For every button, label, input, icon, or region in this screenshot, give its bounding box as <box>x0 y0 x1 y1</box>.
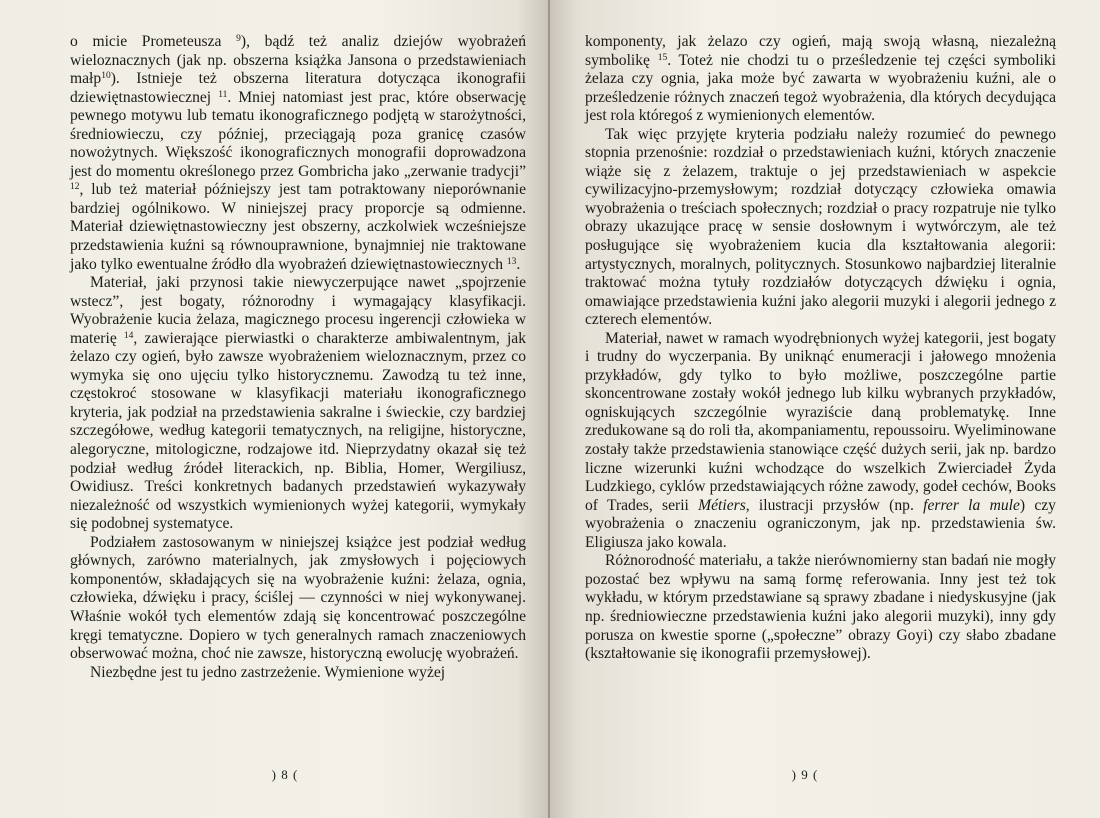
footnote-ref: 14 <box>123 330 134 341</box>
footnote-ref: 12 <box>70 182 80 193</box>
text-run: , lub też materiał późniejszy jest tam potraktowany nieporównanie bardziej ogólnikowo. W niniejszej pracy proporcje są odmienne. Materiał dziewiętnastowieczny jest obszerny, aczkolwiek wcześniejsze przedstawienia kuźni są równouprawnione, bynajmniej nie traktowane jako tylko ewentualne źródło dla wyobrażeń dziewiętnastowiecznych <box>70 181 526 273</box>
footnote-ref: 15 <box>657 52 668 63</box>
page-number: ) 9 ( <box>791 767 819 782</box>
text-run: , zawierające pierwiastki o charakterze ambiwalentnym, jak żelazo czy ogień, było zawsze wyobrażeniem wieloznacznym, przez co wymyka się ono ujęciu tylko historycznemu. Zawodzą tu też inne, częstokroć stosowane w klasyfikacji materiału ikonograficznego kryteria, jak podział na przedstawienia sakralne i świeckie, czy bardziej szczegółowe, według kategorii tematycznych, na religijne, historyczne, alegoryczne, mitologiczne, rodzajowe itd. Nieprzydatny okazał się też podział według źródeł literackich, np. Biblia, Homer, Wergiliusz, Owidiusz. Treści konkretnych badanych przedstawień wykazywały niezależność od wszystkich wymienionych wyżej kategorii, wymykały się podobnej systematyce. <box>70 329 526 533</box>
text-run: Tak więc przyjęte kryteria podziału należy rozumieć do pewnego stopnia przenośnie: rozdział o przedstawieniach kuźni, których znaczenie wiąże się z żelazem, traktuje o jej przedstawieniach w aspekcie cywilizacyjno-przemysłowym; rozdział dotyczący człowieka omawia wyobrażenia o treściach społecznych; rozdział o pracy rozpatruje nie tylko obrazy ukazujące pracę w sensie dosłownym i wytwórczym, ale też posługujące się wyobrażeniem kucia dla kształtowania alegorii: artystycznych, moralnych, politycznych. Stosunkowo najbardziej literalnie traktować można tytuły rozdziałów dotyczących dźwięku i ognia, omawiające przedstawienia kuźni jako alegorii muzyki i alegorii jednego z czterech elementów. <box>585 125 1056 329</box>
paragraph <box>70 664 526 683</box>
text-run: Podziałem zastosowanym w niniejszej książce jest podział według głównych, zarówno materialnych, jak zmysłowych i pojęciowych komponentów, składających się na wyobrażenie kuźni: żelaza, ognia, człowieka, dźwięku i pracy, ściślej — czynności w niej wykonywanej. Właśnie wokół tych elementów zdają się koncentrować poszczególne kręgi tematyczne. Dopiero w tych generalnych ramach znaczeniowych obserwować można, choć nie zawsze, historyczną ewolucję wyobrażeń. <box>70 533 526 663</box>
text-run: Materiał, nawet w ramach wyodrębnionych wyżej kategorii, jest bogaty i trudny do wyczerpania. By uniknąć enumeracji i jałowego mnożenia przykładów, gdy tylko to było możliwe, poszczególne partie skoncentrowane zostały wokół jednego lub kilku wybranych przykładów, ogniskujących szczególnie wyraziście daną problematykę. Inne zredukowane są do roli tła, akompaniamentu, repoussoiru. Wyeliminowane zostały także przedstawienia stanowiące część dużych serii, jak np. bardzo liczne wizerunki kuźni wchodzące do wszelkich Zwierciadeł Żyda Ludzkiego, cyklów przedstawiających różne zawody, godeł cechów, Books of Trades, serii <box>585 329 1056 514</box>
text-run: . Mniej natomiast jest prac, które obserwację pewnego motywu lub tematu ikonograficznego podjętą w starożytności, średniowieczu, czy później, przeciągają poza granicę czasów nowożytnych. Większość ikonograficznych monografii doprowadzona jest do momentu określonego przez Gombricha jako „zerwanie tradycji” <box>70 88 526 180</box>
text-run: ), bądź też analiz dziejów wyobrażeń wieloznacznych (jak np. obszerna książka Jansona o przedstawieniach małp <box>70 33 526 88</box>
footnote-ref: 9 <box>236 34 241 44</box>
paragraph <box>585 126 1056 330</box>
italic-text: ferrer la mule <box>923 496 1020 514</box>
right-page-text <box>585 33 1056 664</box>
text-run: ) czy wyobrażenia o znaczeniu ograniczonym, jak np. przedstawienia św. Eligiusza jako kowala. <box>585 496 1056 551</box>
text-run: o micie Prometeusza <box>70 33 237 50</box>
footnote-ref: 13 <box>506 256 517 267</box>
text-run: Materiał, jaki przynosi takie niewyczerpujące nawet „spojrzenie wstecz”, jest bogaty, różnorodny i wymagający klasyfikacji. Wyobrażenie kucia żelaza, magicznego procesu ingerencji człowieka w materię <box>70 274 526 347</box>
footnote-ref: 10 <box>101 71 111 82</box>
paragraph <box>70 274 526 534</box>
paragraph <box>70 534 526 664</box>
paragraph <box>70 33 526 274</box>
italic-text: Métiers <box>698 496 746 514</box>
text-run: Niezbędne jest tu jedno zastrzeżenie. Wymienione wyżej <box>90 663 446 681</box>
text-run: , ilustracji przysłów (np. <box>745 496 924 514</box>
left-page-text <box>70 33 526 682</box>
paragraph <box>585 552 1056 663</box>
text-run: Różnorodność materiału, a także nierównomierny stan badań nie mogły pozostać bez wpływu na samą formę referowania. Inny jest też tok wykładu, w którym przedstawiane są sprawy zbadane i niedyskusyjne (jak np. średniowieczne przedstawienia kuźni jako alegorii muzyki), inny gdy porusza on kwestie sporne („społeczne” obrazy Goyi) czy słabo zbadane (kształtowanie się ikonografii przemysłowej). <box>585 552 1056 663</box>
paragraph <box>585 330 1056 553</box>
right-page <box>550 0 1100 818</box>
paragraph <box>585 33 1056 126</box>
text-run: . <box>516 255 521 273</box>
text-run: komponenty, jak żelazo czy ogień, mają swoją własną, niezależną symbolikę <box>585 33 1056 69</box>
page-number: ) 8 ( <box>271 767 299 782</box>
text-run: . Toteż nie chodzi tu o prześledzenie tej części symboliki żelaza czy ognia, jaka może być zawarta w wyobrażeniu kuźni, ale o prześledzenie różnych znaczeń tegoż wyobrażenia, dla których decydująca jest rola któregoś z wymienionych elementów. <box>585 51 1056 125</box>
text-run: ). Istnieje też obszerna literatura dotycząca ikonografii dziewiętnastowiecznej <box>70 70 526 106</box>
footnote-ref: 11 <box>218 89 228 100</box>
